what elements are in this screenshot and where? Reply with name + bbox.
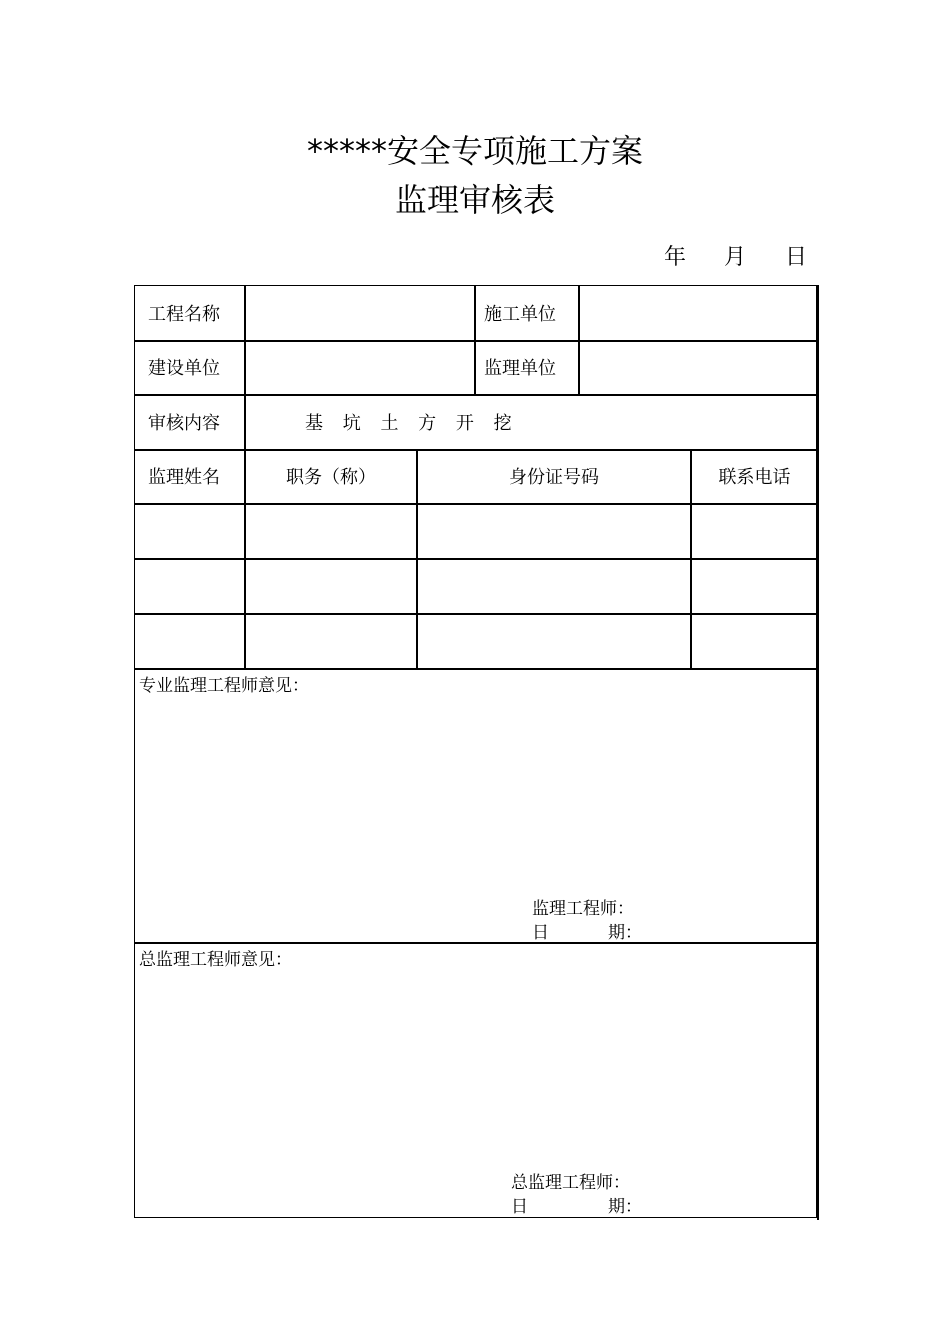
table-cell-phone[interactable]: [692, 615, 816, 667]
column-header-name: 监理姓名: [148, 467, 220, 488]
table-cell-id-number[interactable]: [418, 560, 689, 612]
owner-unit-label: 建设单位: [148, 358, 220, 379]
column-header-title: 职务（称）: [286, 467, 376, 488]
day-label: 日: [785, 245, 808, 270]
engineer-date-label-right: 期：: [608, 923, 642, 943]
table-cell-title[interactable]: [246, 560, 415, 612]
engineer-date-label-left: 日: [532, 923, 549, 943]
table-cell-name[interactable]: [136, 560, 243, 612]
engineer-signature-label: 监理工程师：: [532, 899, 634, 919]
year-label: 年: [664, 245, 687, 270]
table-cell-phone[interactable]: [692, 560, 816, 612]
construction-unit-label: 施工单位: [484, 303, 556, 325]
supervision-unit-label: 监理单位: [484, 358, 556, 379]
table-right-edge: [817, 285, 819, 1220]
owner-unit-field[interactable]: [250, 340, 470, 394]
form-title: *****安全专项施工方案: [306, 132, 643, 170]
table-cell-id-number[interactable]: [418, 615, 689, 667]
column-divider: [578, 285, 580, 394]
engineer-opinion-heading: 专业监理工程师意见：: [139, 676, 309, 696]
project-name-label: 工程名称: [148, 303, 220, 325]
review-content-label: 审核内容: [148, 412, 220, 434]
chief-signature-label: 总监理工程师：: [511, 1173, 630, 1193]
row-divider: [134, 668, 817, 670]
chief-date-label-left: 日: [511, 1197, 528, 1217]
table-cell-title[interactable]: [246, 505, 415, 557]
column-header-phone: 联系电话: [718, 467, 791, 488]
supervision-unit-field[interactable]: [584, 340, 812, 394]
table-cell-id-number[interactable]: [418, 505, 689, 557]
column-header-id-number: 身份证号码: [509, 467, 599, 488]
table-cell-name[interactable]: [136, 505, 243, 557]
chief-opinion-heading: 总监理工程师意见：: [139, 950, 292, 970]
review-content-value: 基 坑 土 方 开 挖: [305, 412, 512, 434]
table-cell-phone[interactable]: [692, 505, 816, 557]
construction-unit-field[interactable]: [584, 285, 812, 340]
project-name-field[interactable]: [250, 285, 470, 340]
table-cell-title[interactable]: [246, 615, 415, 667]
table-cell-name[interactable]: [136, 615, 243, 667]
month-label: 月: [724, 245, 747, 270]
chief-date-label-right: 期：: [608, 1197, 642, 1217]
row-divider: [134, 942, 817, 944]
column-divider: [474, 285, 476, 394]
form-subtitle: 监理审核表: [394, 181, 555, 219]
